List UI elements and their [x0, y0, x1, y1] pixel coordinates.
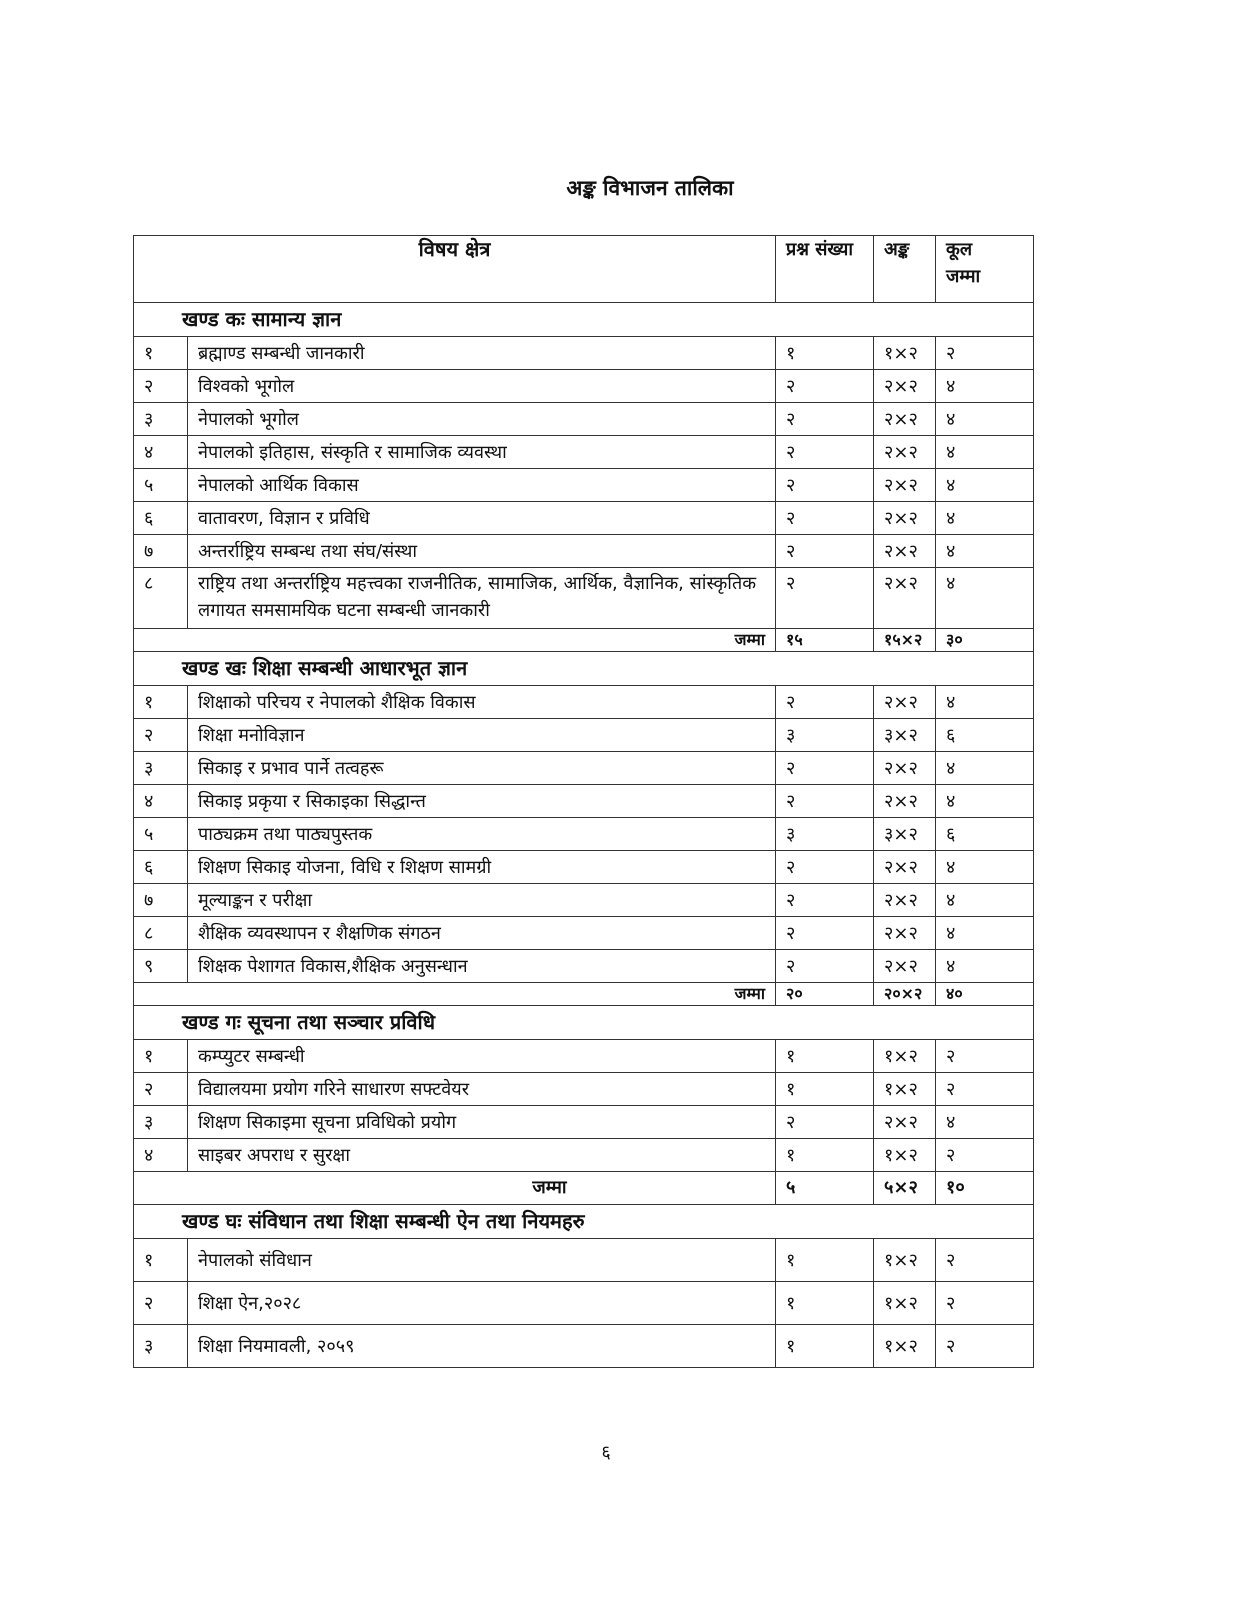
row-serial-number: ६: [134, 502, 188, 535]
row-total: ४: [936, 568, 1034, 629]
table-body: [134, 236, 1034, 1368]
section-total-label: जम्मा: [134, 983, 776, 1006]
row-total: ६: [936, 719, 1034, 752]
row-marks: २×२: [874, 917, 936, 950]
row-total: २: [936, 1325, 1034, 1368]
row-serial-number: २: [134, 719, 188, 752]
row-total: ४: [936, 752, 1034, 785]
table-row: [134, 917, 1034, 950]
section-total-row: [134, 983, 1034, 1006]
row-total: ४: [936, 502, 1034, 535]
row-total: ४: [936, 1106, 1034, 1139]
row-subject-area: शैक्षिक व्यवस्थापन र शैक्षणिक संगठन: [188, 917, 776, 950]
table-row: [134, 818, 1034, 851]
row-serial-number: ८: [134, 917, 188, 950]
row-total: २: [936, 1139, 1034, 1172]
row-subject-area: विश्वको भूगोल: [188, 370, 776, 403]
table-row: [134, 1073, 1034, 1106]
row-subject-area: शिक्षक पेशागत विकास,शैक्षिक अनुसन्धान: [188, 950, 776, 983]
table-header-row: [134, 236, 1034, 303]
row-marks: २×२: [874, 370, 936, 403]
row-serial-number: ४: [134, 436, 188, 469]
row-subject-area: सिकाइ प्रकृया र सिकाइका सिद्धान्त: [188, 785, 776, 818]
section-total-sum: ३०: [936, 629, 1034, 652]
row-question-count: २: [776, 1106, 874, 1139]
row-serial-number: ७: [134, 535, 188, 568]
row-serial-number: ४: [134, 785, 188, 818]
row-serial-number: २: [134, 1073, 188, 1106]
table-row: [134, 950, 1034, 983]
table-row: [134, 686, 1034, 719]
table-row: [134, 403, 1034, 436]
table-row: [134, 436, 1034, 469]
row-serial-number: ५: [134, 818, 188, 851]
row-serial-number: १: [134, 686, 188, 719]
row-marks: २×२: [874, 785, 936, 818]
row-subject-area: नेपालको संविधान: [188, 1239, 776, 1282]
row-subject-area: वातावरण, विज्ञान र प्रविधि: [188, 502, 776, 535]
row-question-count: १: [776, 1073, 874, 1106]
row-serial-number: १: [134, 337, 188, 370]
row-total: ४: [936, 535, 1034, 568]
row-subject-area: कम्प्युटर सम्बन्धी: [188, 1040, 776, 1073]
row-serial-number: ३: [134, 403, 188, 436]
row-question-count: १: [776, 1239, 874, 1282]
row-subject-area: शिक्षा मनोविज्ञान: [188, 719, 776, 752]
section-title: खण्ड कः सामान्य ज्ञान: [134, 303, 1034, 337]
section-header-row: [134, 303, 1034, 337]
page-title: अङ्क विभाजन तालिका: [566, 176, 734, 200]
row-serial-number: ३: [134, 1325, 188, 1368]
row-total: २: [936, 337, 1034, 370]
row-serial-number: ३: [134, 1106, 188, 1139]
table-row: [134, 568, 1034, 629]
table-row: [134, 1139, 1034, 1172]
table-row: [134, 1282, 1034, 1325]
header-total: [936, 236, 1034, 303]
row-question-count: २: [776, 568, 874, 629]
row-question-count: २: [776, 469, 874, 502]
row-marks: १×२: [874, 1073, 936, 1106]
row-total: २: [936, 1073, 1034, 1106]
row-marks: २×२: [874, 851, 936, 884]
row-marks: १×२: [874, 1040, 936, 1073]
row-question-count: २: [776, 502, 874, 535]
row-marks: २×२: [874, 1106, 936, 1139]
row-serial-number: ८: [134, 568, 188, 629]
section-title: खण्ड घः संविधान तथा शिक्षा सम्बन्धी ऐन तथा नियमहरु: [134, 1205, 1034, 1239]
section-total-label: जम्मा: [134, 1172, 776, 1205]
row-question-count: १: [776, 1040, 874, 1073]
row-total: ६: [936, 818, 1034, 851]
row-total: ४: [936, 469, 1034, 502]
row-marks: १×२: [874, 337, 936, 370]
table-row: [134, 752, 1034, 785]
section-header-row: [134, 1006, 1034, 1040]
table-row: [134, 502, 1034, 535]
section-total-sum: ४०: [936, 983, 1034, 1006]
row-subject-area: नेपालको इतिहास, संस्कृति र सामाजिक व्यवस्था: [188, 436, 776, 469]
row-question-count: २: [776, 370, 874, 403]
row-question-count: २: [776, 403, 874, 436]
row-subject-area: साइबर अपराध र सुरक्षा: [188, 1139, 776, 1172]
section-total-marks: २०×२: [874, 983, 936, 1006]
row-subject-area: शिक्षण सिकाइ योजना, विधि र शिक्षण सामग्री: [188, 851, 776, 884]
row-total: ४: [936, 950, 1034, 983]
row-question-count: २: [776, 436, 874, 469]
table-row: [134, 1040, 1034, 1073]
row-marks: २×२: [874, 502, 936, 535]
row-subject-area: नेपालको भूगोल: [188, 403, 776, 436]
row-total: ४: [936, 884, 1034, 917]
row-total: ४: [936, 851, 1034, 884]
row-marks: २×२: [874, 403, 936, 436]
row-total: ४: [936, 403, 1034, 436]
table-row: [134, 1239, 1034, 1282]
row-subject-area: पाठ्यक्रम तथा पाठ्यपुस्तक: [188, 818, 776, 851]
section-total-questions: १५: [776, 629, 874, 652]
row-total: ४: [936, 785, 1034, 818]
header-marks: अङ्क: [874, 236, 936, 303]
section-title: खण्ड खः शिक्षा सम्बन्धी आधारभूत ज्ञान: [134, 652, 1034, 686]
row-question-count: २: [776, 851, 874, 884]
row-marks: २×२: [874, 436, 936, 469]
row-serial-number: ५: [134, 469, 188, 502]
row-question-count: २: [776, 917, 874, 950]
section-total-sum: १०: [936, 1172, 1034, 1205]
row-total: २: [936, 1040, 1034, 1073]
header-total-line2: जम्मा: [946, 266, 981, 287]
row-subject-area: सिकाइ र प्रभाव पार्ने तत्वहरू: [188, 752, 776, 785]
table-row: [134, 1106, 1034, 1139]
row-subject-area: शिक्षाको परिचय र नेपालको शैक्षिक विकास: [188, 686, 776, 719]
row-marks: ३×२: [874, 818, 936, 851]
row-marks: २×२: [874, 950, 936, 983]
table-row: [134, 535, 1034, 568]
row-question-count: १: [776, 337, 874, 370]
row-serial-number: २: [134, 1282, 188, 1325]
row-serial-number: ९: [134, 950, 188, 983]
row-total: ४: [936, 436, 1034, 469]
table-row: [134, 370, 1034, 403]
table-row: [134, 884, 1034, 917]
row-marks: २×२: [874, 686, 936, 719]
row-total: २: [936, 1282, 1034, 1325]
row-question-count: ३: [776, 818, 874, 851]
header-questions: प्रश्न संख्या: [776, 236, 874, 303]
section-header-row: [134, 652, 1034, 686]
row-marks: २×२: [874, 535, 936, 568]
row-question-count: २: [776, 785, 874, 818]
page-number: ६: [601, 1442, 611, 1463]
row-total: ४: [936, 370, 1034, 403]
row-question-count: २: [776, 535, 874, 568]
table-row: [134, 469, 1034, 502]
row-serial-number: ४: [134, 1139, 188, 1172]
section-title: खण्ड गः सूचना तथा सञ्चार प्रविधि: [134, 1006, 1034, 1040]
row-subject-area: ब्रह्माण्ड सम्बन्धी जानकारी: [188, 337, 776, 370]
row-marks: १×२: [874, 1325, 936, 1368]
row-question-count: ३: [776, 719, 874, 752]
row-marks: १×२: [874, 1139, 936, 1172]
table-row: [134, 851, 1034, 884]
row-question-count: २: [776, 950, 874, 983]
row-subject-area: अन्तर्राष्ट्रिय सम्बन्ध तथा संघ/संस्था: [188, 535, 776, 568]
row-marks: १×२: [874, 1239, 936, 1282]
row-marks: ३×२: [874, 719, 936, 752]
section-total-row: [134, 629, 1034, 652]
section-total-label: जम्मा: [134, 629, 776, 652]
row-subject-area: शिक्षा नियमावली, २०५९: [188, 1325, 776, 1368]
row-marks: २×२: [874, 752, 936, 785]
row-marks: २×२: [874, 469, 936, 502]
row-marks: २×२: [874, 568, 936, 629]
row-total: ४: [936, 686, 1034, 719]
row-marks: १×२: [874, 1282, 936, 1325]
row-question-count: १: [776, 1325, 874, 1368]
header-area: विषय क्षेत्र: [134, 236, 776, 303]
row-subject-area: राष्ट्रिय तथा अन्तर्राष्ट्रिय महत्त्वका राजनीतिक, सामाजिक, आर्थिक, वैज्ञानिक, सांस्कृतिक लगायत समसामयिक घटना सम्बन्धी जानकारी: [188, 568, 776, 629]
row-total: ४: [936, 917, 1034, 950]
row-serial-number: ७: [134, 884, 188, 917]
table-row: [134, 1325, 1034, 1368]
section-header-row: [134, 1205, 1034, 1239]
row-question-count: १: [776, 1282, 874, 1325]
section-total-questions: ५: [776, 1172, 874, 1205]
row-question-count: २: [776, 884, 874, 917]
row-total: २: [936, 1239, 1034, 1282]
row-serial-number: १: [134, 1040, 188, 1073]
row-serial-number: ३: [134, 752, 188, 785]
row-subject-area: शिक्षण सिकाइमा सूचना प्रविधिको प्रयोग: [188, 1106, 776, 1139]
row-question-count: १: [776, 1139, 874, 1172]
row-serial-number: ६: [134, 851, 188, 884]
section-total-row: [134, 1172, 1034, 1205]
row-marks: २×२: [874, 884, 936, 917]
row-serial-number: २: [134, 370, 188, 403]
table-row: [134, 719, 1034, 752]
section-total-marks: १५×२: [874, 629, 936, 652]
section-total-questions: २०: [776, 983, 874, 1006]
row-subject-area: शिक्षा ऐन,२०२८: [188, 1282, 776, 1325]
row-serial-number: १: [134, 1239, 188, 1282]
row-question-count: २: [776, 752, 874, 785]
table-row: [134, 785, 1034, 818]
row-subject-area: मूल्याङ्कन र परीक्षा: [188, 884, 776, 917]
row-question-count: २: [776, 686, 874, 719]
row-subject-area: नेपालको आर्थिक विकास: [188, 469, 776, 502]
row-subject-area: विद्यालयमा प्रयोग गरिने साधारण सफ्टवेयर: [188, 1073, 776, 1106]
section-total-marks: ५×२: [874, 1172, 936, 1205]
table-row: [134, 337, 1034, 370]
marks-distribution-table: [133, 235, 1034, 1368]
header-total-line1: कूल: [946, 239, 973, 260]
